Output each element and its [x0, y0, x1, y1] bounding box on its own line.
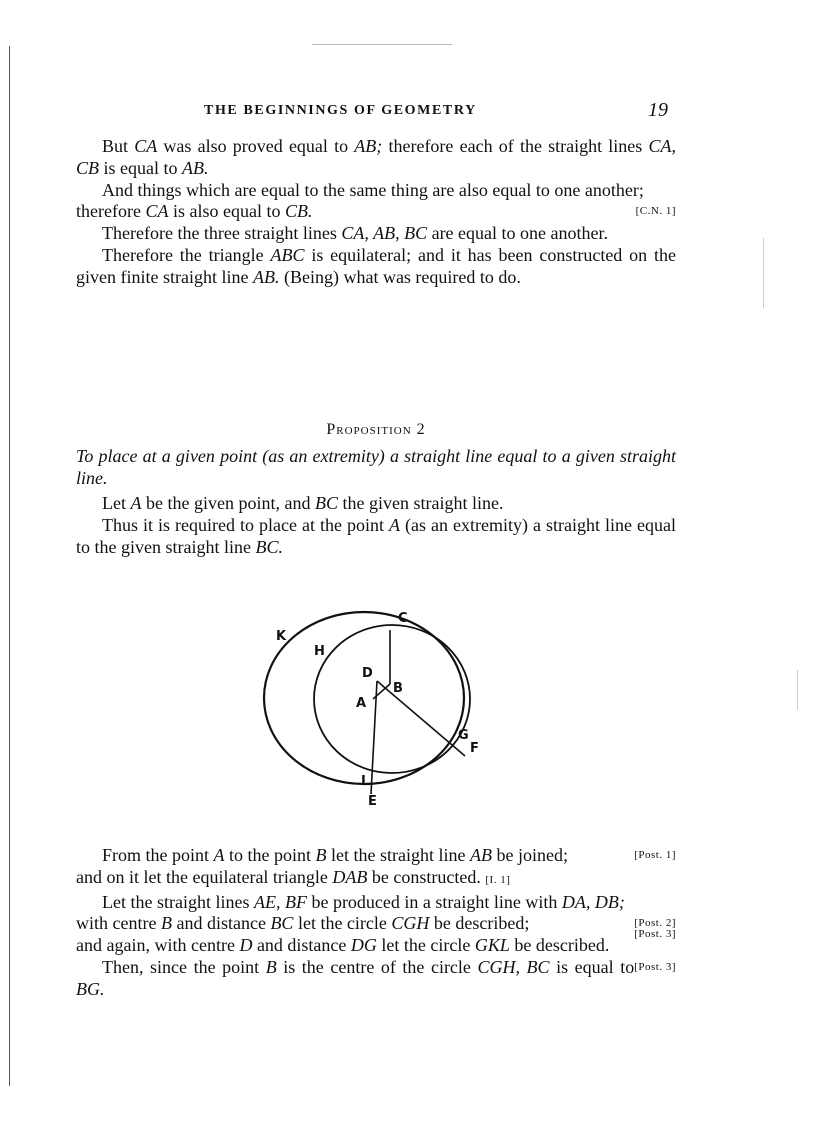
- circle-cgh: [314, 625, 470, 773]
- running-title: THE BEGINNINGS OF GEOMETRY: [204, 103, 477, 118]
- reference-post3-a: [Post. 3]: [634, 928, 676, 941]
- proposition-2-figure: [262, 605, 492, 815]
- label-d: D: [362, 666, 373, 681]
- paragraph-definition: Thus it is required to place at the point A (as an extremity) a straight line equal to the given straight line BC.: [76, 514, 676, 557]
- label-c: C: [398, 611, 408, 626]
- proof-continuation: [76, 136, 676, 289]
- paragraph-bc-equals-bg: Then, since the point B is the centre of the circle CGH, BC is equal to BG.: [76, 956, 635, 999]
- label-g: G: [458, 728, 469, 743]
- paragraph-produce-lines: Let the straight lines AE, BF be produced in a straight line with DA, DB; [Post. 2]: [76, 892, 676, 914]
- label-f: F: [470, 741, 479, 756]
- paragraph-three-lines: Therefore the three straight lines CA, AB, BC are equal to one another.: [102, 223, 609, 244]
- label-l: L: [361, 774, 370, 789]
- setting-out: [76, 493, 676, 558]
- paragraph-triangle-dab: and on it let the equilateral triangle DAB be constructed. [I. 1]: [76, 866, 511, 887]
- reference-cn1: [C.N. 1]: [635, 205, 676, 218]
- label-k: K: [276, 629, 287, 644]
- label-a: A: [356, 696, 367, 711]
- page-binding-edge: [9, 46, 10, 1086]
- running-head: [76, 100, 676, 124]
- line-df: [377, 681, 465, 756]
- label-b: B: [393, 681, 403, 696]
- scan-mark: [797, 670, 798, 710]
- reference-post2: [Post. 2]: [634, 917, 676, 930]
- paragraph-conclusion: Therefore the triangle ABC is equilateral; and it has been constructed on the given finite straight line AB. (Being) what was required to do.: [76, 244, 676, 287]
- paragraph-common-notion: And things which are equal to the same thing are also equal to one another; [C.N. 1]: [76, 180, 676, 202]
- figure-svg: [262, 605, 492, 815]
- proposition-enunciation: To place at a given point (as an extremity) a straight line equal to a given straight line.: [76, 446, 676, 488]
- construction-and-proof: [76, 845, 676, 1001]
- page-number: 19: [648, 99, 668, 121]
- label-e: E: [368, 794, 377, 809]
- reference-post3-b: [Post. 3]: [634, 960, 676, 973]
- paragraph-ca-cb: therefore CA is also equal to CB.: [76, 201, 313, 222]
- top-scan-rule: [312, 44, 452, 45]
- paragraph-ca-ab: But CA was also proved equal to AB; therefore each of the straight lines CA, CB is equal to AB.: [76, 136, 676, 178]
- reference-post1: [Post. 1]: [634, 849, 676, 861]
- paragraph-join-ab: From the point A to the point B let the straight line AB be joined; [Post. 1]: [102, 845, 676, 865]
- label-h: H: [314, 644, 325, 659]
- proposition-heading: Proposition 2: [326, 421, 426, 438]
- line-ab: [373, 684, 390, 699]
- reference-i1: [I. 1]: [485, 873, 511, 886]
- paragraph-circle-cgh: with centre B and distance BC let the circle CGH be described;: [76, 913, 530, 934]
- scan-mark: [763, 238, 764, 308]
- paragraph-circle-gkl: [Post. 3] and again, with centre D and distance DG let the circle GKL be described. [Post. 3]: [76, 935, 676, 957]
- paragraph-setting: Let A be the given point, and BC the given straight line.: [102, 493, 504, 513]
